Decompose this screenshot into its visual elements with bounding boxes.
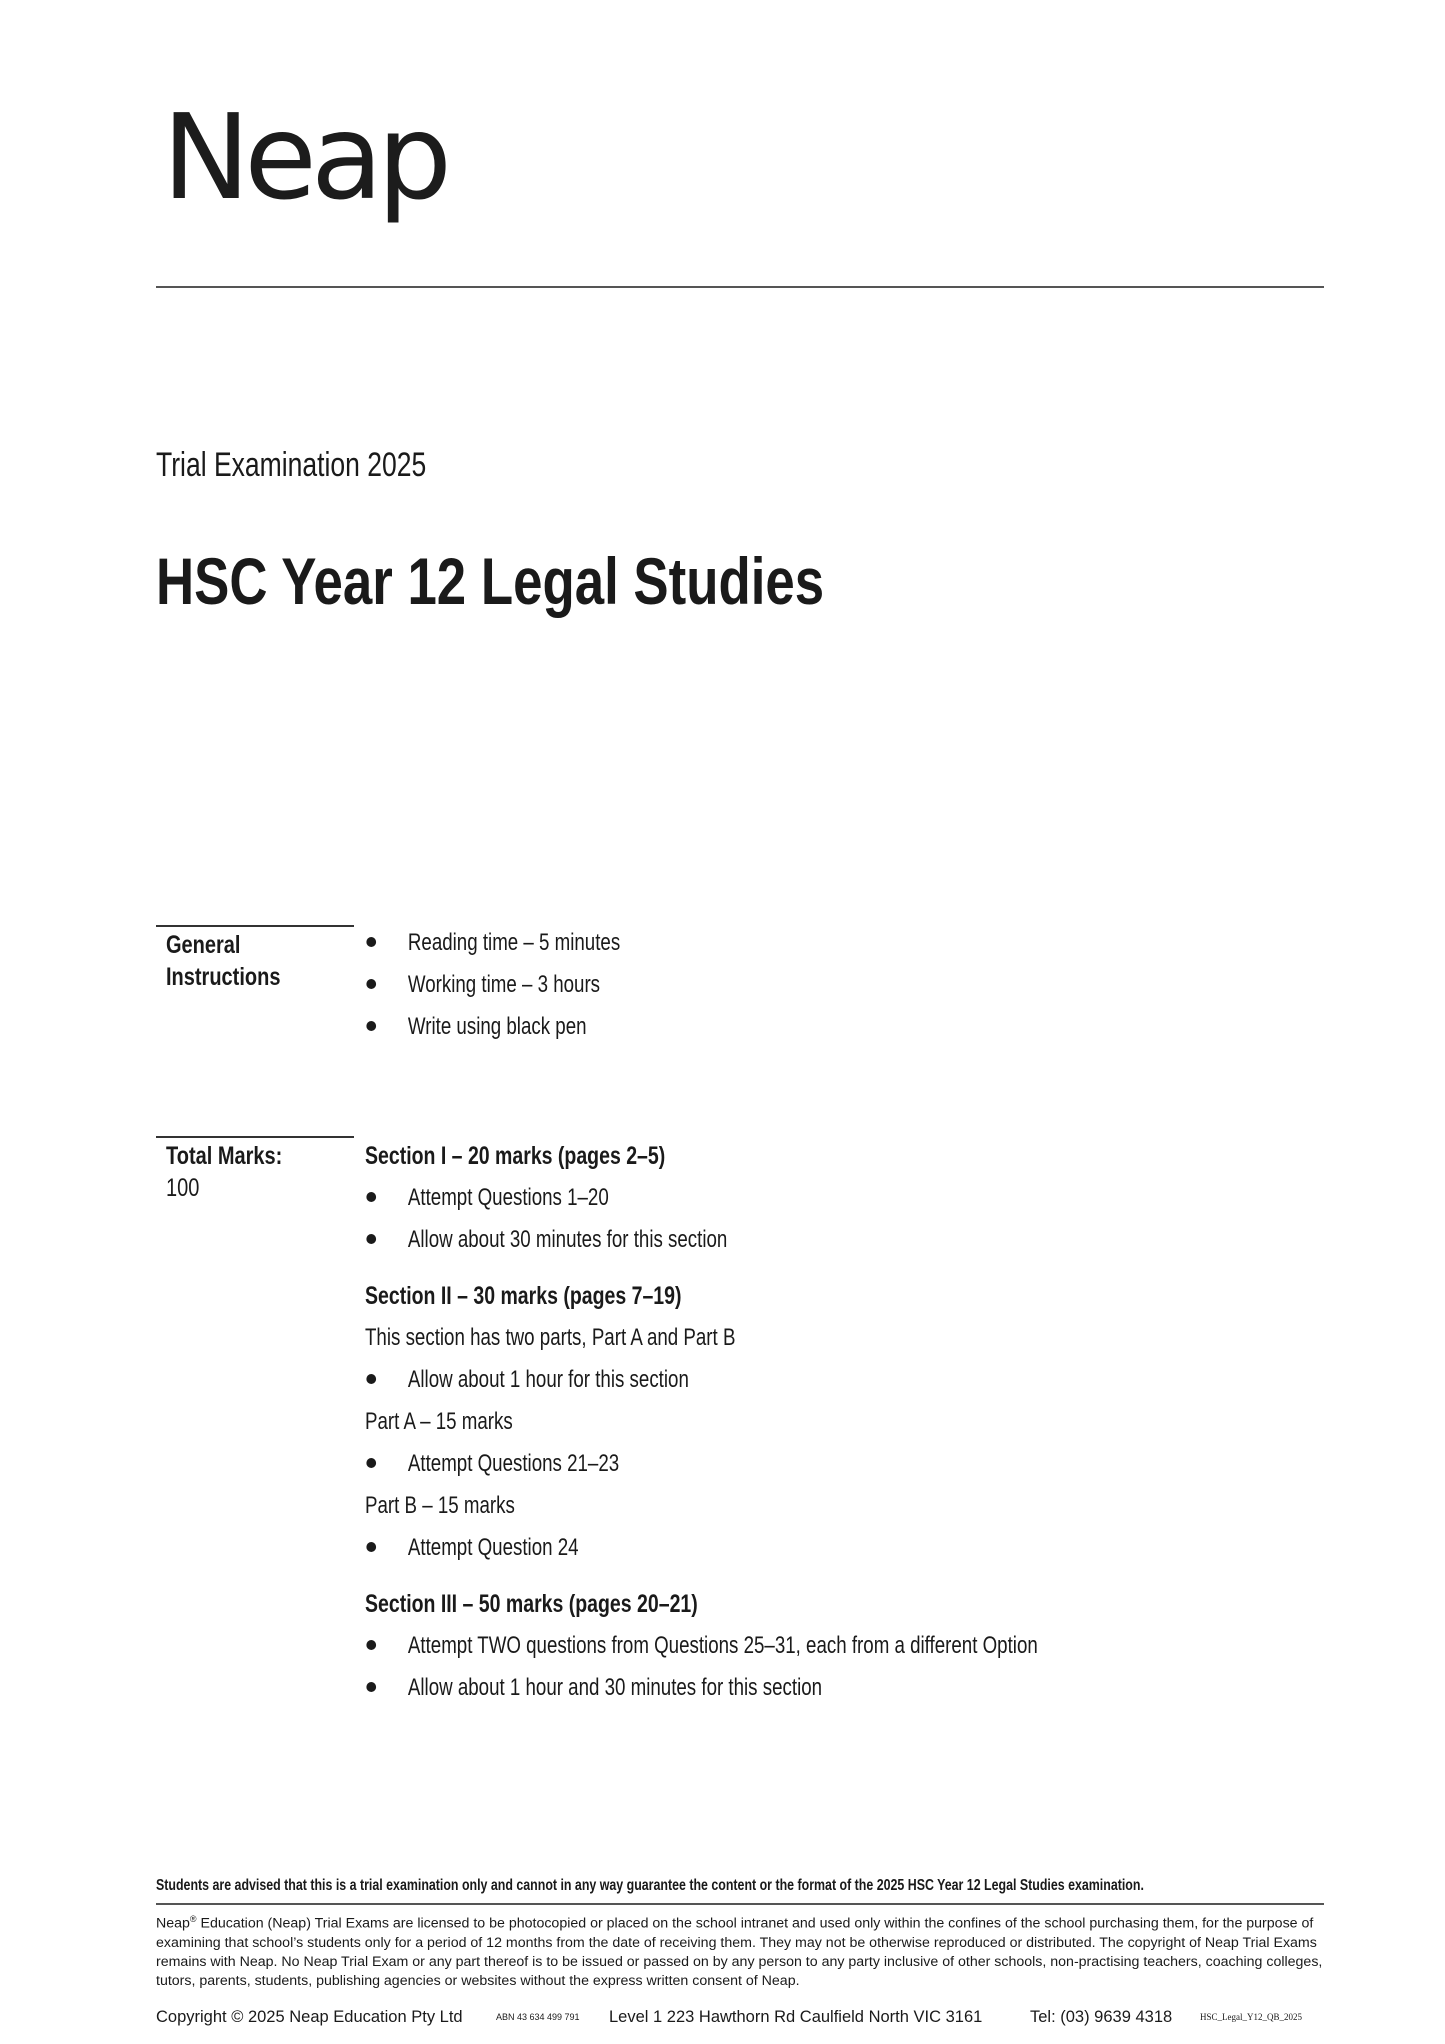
section-1-item bbox=[365, 1219, 1038, 1261]
label-line: General bbox=[166, 931, 241, 959]
section-3-item bbox=[365, 1625, 1038, 1667]
item-text: Attempt Questions 1–20 bbox=[407, 1184, 609, 1211]
item-text: Allow about 1 hour for this section bbox=[407, 1366, 689, 1393]
section-1-item bbox=[365, 1177, 1038, 1219]
instruction-item bbox=[365, 964, 620, 1006]
instruction-text: Write using black pen bbox=[407, 1013, 587, 1040]
licence-brand: Neap bbox=[156, 1915, 190, 1932]
part-a-item bbox=[365, 1443, 1038, 1485]
telephone-text: Tel: (03) 9639 4318 bbox=[1030, 2008, 1173, 2026]
section-2-heading: Section II – 30 marks (pages 7–19) bbox=[365, 1282, 682, 1310]
neap-logo: Neap bbox=[162, 88, 447, 226]
total-marks-rule bbox=[156, 1136, 354, 1138]
footer-divider bbox=[156, 1903, 1324, 1905]
bullet-icon bbox=[366, 1192, 376, 1202]
bullet-icon bbox=[366, 1640, 376, 1650]
instruction-item bbox=[365, 1006, 620, 1048]
section-2-intro: This section has two parts, Part A and Part B bbox=[365, 1324, 736, 1351]
total-marks-label: Total Marks: bbox=[166, 1142, 283, 1170]
copyright-text: Copyright © 2025 Neap Education Pty Ltd bbox=[156, 2008, 463, 2026]
sections-list bbox=[365, 1135, 1228, 1709]
instruction-item bbox=[365, 922, 620, 964]
general-instructions-rule bbox=[156, 925, 354, 927]
section-3-heading: Section III – 50 marks (pages 20–21) bbox=[365, 1590, 698, 1618]
part-b-label: Part B – 15 marks bbox=[365, 1492, 515, 1519]
item-text: Allow about 30 minutes for this section bbox=[407, 1226, 728, 1253]
trial-advice-notice: Students are advised that this is a trial examination only and cannot in any way guarantee the content or the format of the 2025 HSC Year 12 Legal Studies examination. bbox=[156, 1877, 1144, 1894]
registered-mark: ® bbox=[189, 1914, 197, 1924]
licence-notice bbox=[156, 1910, 1324, 1991]
part-a-label: Part A – 15 marks bbox=[365, 1408, 513, 1435]
address-text: Level 1 223 Hawthorn Rd Caulfield North VIC 3161 bbox=[609, 2008, 983, 2026]
licence-text: Education (Neap) Trial Exams are licensed to be photocopied or placed on the school intranet and used only within the confines of the school purchasing them, for the purpose of examining that school’s students only for a period of 12 months from the date of receiving them. They may not be otherwise reproduced or distributed. The copyright of Neap Trial Exams remains with Neap. No Neap Trial Exam or any part thereof is to be issued or passed on by any person to any party inclusive of other schools, non-practising teachers, coaching colleges, tutors, parents, students, publishing agencies or websites without the express written consent of Neap. bbox=[156, 1915, 1323, 1989]
item-text: Attempt Question 24 bbox=[407, 1534, 579, 1561]
bullet-icon bbox=[366, 1021, 376, 1031]
item-text: Attempt TWO questions from Questions 25–31, each from a different Option bbox=[407, 1632, 1038, 1659]
header-divider bbox=[156, 286, 1324, 288]
exam-subtitle: Trial Examination 2025 bbox=[156, 446, 427, 484]
bullet-icon bbox=[366, 1374, 376, 1384]
bullet-icon bbox=[366, 979, 376, 989]
part-b-item bbox=[365, 1527, 1038, 1569]
general-instructions-label bbox=[166, 929, 280, 993]
instruction-text: Reading time – 5 minutes bbox=[407, 929, 621, 956]
general-instructions-list bbox=[365, 922, 692, 1048]
document-code: HSC_Legal_Y12_QB_2025 bbox=[1200, 2012, 1302, 2022]
section-2-item bbox=[365, 1359, 1038, 1401]
section-3-item bbox=[365, 1667, 1038, 1709]
item-text: Attempt Questions 21–23 bbox=[407, 1450, 620, 1477]
bullet-icon bbox=[366, 1234, 376, 1244]
bullet-icon bbox=[366, 1682, 376, 1692]
section-1-heading: Section I – 20 marks (pages 2–5) bbox=[365, 1142, 666, 1170]
bullet-icon bbox=[366, 1542, 376, 1552]
publisher-footer bbox=[156, 2006, 1324, 2028]
label-line: Instructions bbox=[166, 963, 281, 991]
abn-text: ABN 43 634 499 791 bbox=[496, 2012, 580, 2022]
exam-title: HSC Year 12 Legal Studies bbox=[156, 544, 825, 618]
bullet-icon bbox=[366, 937, 376, 947]
item-text: Allow about 1 hour and 30 minutes for this section bbox=[407, 1674, 823, 1701]
instruction-text: Working time – 3 hours bbox=[407, 971, 601, 998]
bullet-icon bbox=[366, 1458, 376, 1468]
total-marks-value: 100 bbox=[166, 1174, 200, 1202]
